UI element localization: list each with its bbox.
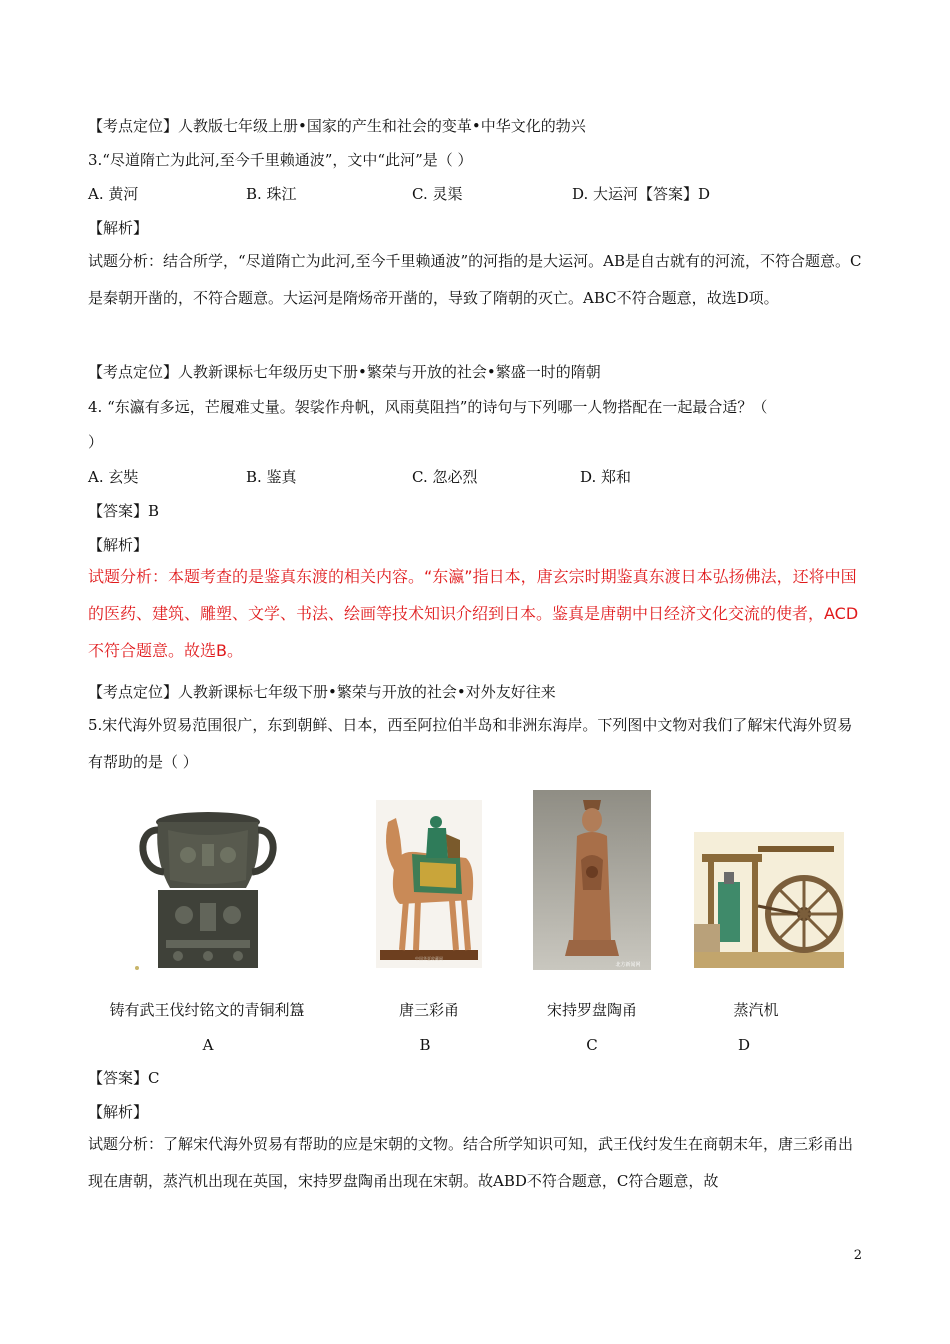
q4-option-c: C. 忽必烈 [412,468,478,486]
letter-c: C [586,1036,598,1054]
caption-b: 唐三彩甬 [398,1001,459,1019]
q4-answer: 【答案】B [88,502,160,520]
watermark-c: 北方新闻网 [615,962,641,968]
letter-a: A [202,1036,214,1054]
kaodian-q4: 【考点定位】人教新课标七年级下册•繁荣与开放的社会•对外友好往来 [88,683,556,701]
q3-option-a: A. 黄河 [88,185,139,203]
q4-option-d: D. 郑和 [580,468,632,486]
question-4-stem: 4. “东瀛有多远，芒履难丈量。袈裟作舟帆，风雨莫阻挡”的诗句与下列哪一人物搭配在一起最合适？（ [88,398,768,416]
q5-jiexi-label: 【解析】 [88,1103,149,1121]
q4-option-a: A. 玄奘 [88,468,139,486]
q4-jiexi-label: 【解析】 [88,536,149,554]
question-4-stem-end: ） [88,433,104,451]
steam-engine-icon [694,832,844,968]
caption-d: 蒸汽机 [733,1001,779,1019]
q3-jiexi-label: 【解析】 [88,219,149,237]
q3-option-b: B. 珠江 [246,185,297,203]
q3-option-d-answer: D. 大运河【答案】D [572,185,711,203]
question-5-stem: 5.宋代海外贸易范围很广，东到朝鲜、日本，西至阿拉伯半岛和非洲东海岸。下列图中文物对我们了解宋代海外贸易有帮助的是（ ） [88,716,853,771]
q5-analysis: 试题分析：了解宋代海外贸易有帮助的应是宋朝的文物。结合所学知识可知，武王伐纣发生在商朝末年，唐三彩甬出现在唐朝，蒸汽机出现在英国，宋持罗盘陶甬出现在宋朝。故ABD不符合题意，C符合题意，故 [88,1135,854,1190]
tang-sancai-camel-image [376,800,482,968]
song-compass-figure-image [533,790,651,970]
q3-analysis: 试题分析：结合所学，“尽道隋亡为此河,至今千里赖通波”的河指的是大运河。AB是自古就有的河流，不符合题意。C是秦朝开凿的，不符合题意。大运河是隋炀帝开凿的，导致了隋朝的灭亡。ABC不符合题意，故选D项。 [88,252,862,307]
steam-engine-image [694,832,844,968]
camel-figure-icon [376,800,482,968]
page-number: 2 [853,1248,862,1263]
kaodian-q3: 【考点定位】人教新课标七年级历史下册•繁荣与开放的社会•繁盛一时的隋朝 [88,363,601,381]
bronze-li-gui-image [128,800,288,972]
q4-analysis: 试题分析：本题考查的是鉴真东渡的相关内容。“东瀛”指日本，唐玄宗时期鉴真东渡日本弘扬佛法，还将中国的医药、建筑、雕塑、文学、书法、绘画等技术知识介绍到日本。鉴真是唐朝中日经济文化交流的使者，ACD不符合题意。故选B。 [88,567,859,660]
pottery-figure-icon [533,790,651,970]
kaodian-q2: 【考点定位】人教版七年级上册•国家的产生和社会的变革•中华文化的勃兴 [88,117,586,135]
caption-a: 铸有武王伐纣铭文的青铜利簋 [109,1001,305,1019]
caption-c: 宋持罗盘陶甬 [546,1001,637,1019]
letter-d: D [737,1036,751,1054]
q5-answer: 【答案】C [88,1069,160,1087]
q3-option-c: C. 灵渠 [412,185,463,203]
watermark-b: 中国华夏收藏网 [415,956,443,961]
letter-b: B [419,1036,431,1054]
question-3-stem: 3.“尽道隋亡为此河,至今千里赖通波”，文中“此河”是（ ） [88,151,473,169]
q4-option-b: B. 鉴真 [246,468,297,486]
bronze-vessel-icon [128,800,288,972]
